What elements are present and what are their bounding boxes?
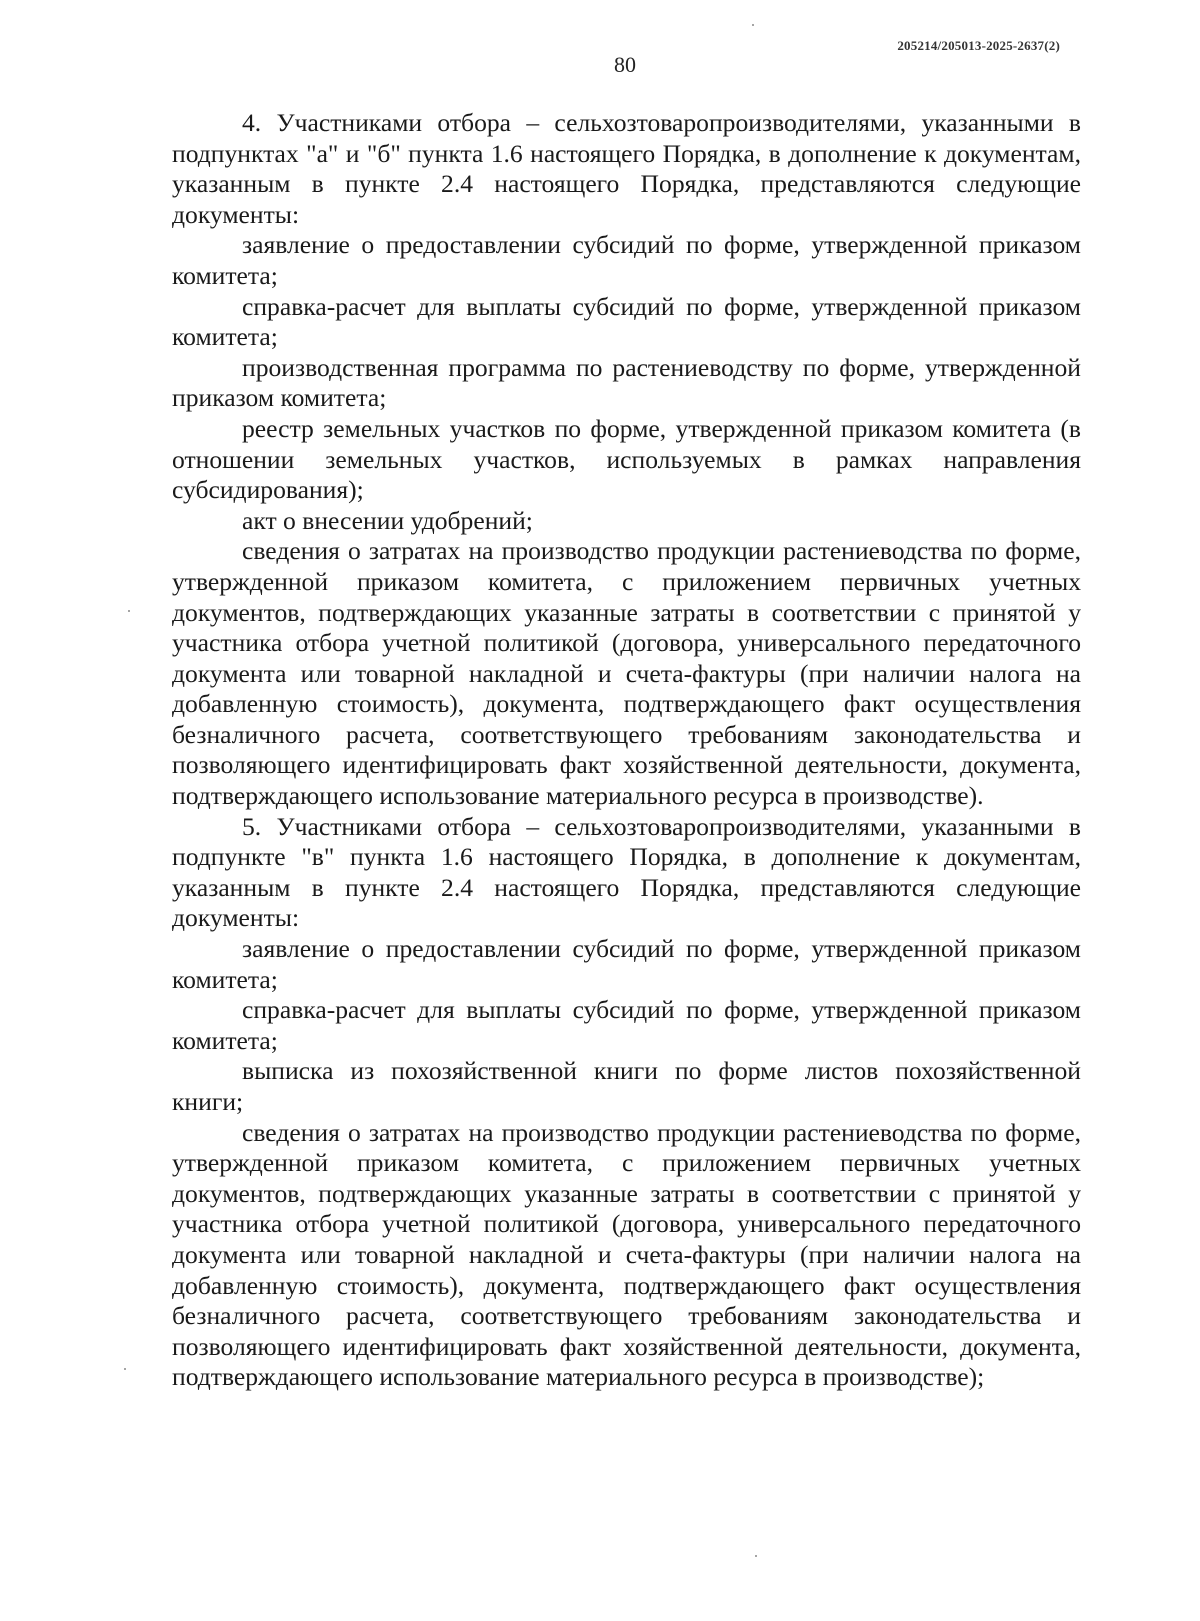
- paragraph-cost-information: сведения о затратах на производство продукции растениеводства по форме, утвержденной приказом комитета, с приложением первичных учетных документов, подтверждающих указанные затраты в соответствии с принятой у участника отбора учетной политикой (договора, универсального передаточного документа или товарной накладной и счета-фактуры (при наличии налога на добавленную стоимость), документа, подтверждающего факт осуществления безналичного расчета, соответствующего требованиям законодательства и позволяющего идентифицировать факт хозяйственной деятельности, документа, подтверждающего использование материального ресурса в производстве).: [172, 536, 1081, 811]
- paragraph-land-registry: реестр земельных участков по форме, утвержденной приказом комитета (в отношении земельных участков, используемых в рамках направления субсидирования);: [172, 413, 1081, 505]
- document-registration-code: 205214/205013-2025-2637(2): [897, 38, 1060, 53]
- paragraph-household-book-extract: выписка из похозяйственной книги по форме листов похозяйственной книги;: [172, 1056, 1081, 1116]
- paragraph-calculation-certificate: справка-расчет для выплаты субсидий по форме, утвержденной приказом комитета;: [172, 995, 1081, 1055]
- paragraph-fertilizer-act: акт о внесении удобрений;: [242, 505, 533, 535]
- paragraph-item-5-intro: 5. Участниками отбора – сельхозтоваропроизводителями, указанными в подпункте "в" пункта 1.6 настоящего Порядка, в дополнение к документам, указанным в пункте 2.4 настоящего Порядка, представляются следующие документы:: [172, 811, 1081, 933]
- paragraph-application: заявление о предоставлении субсидий по форме, утвержденной приказом комитета;: [172, 230, 1081, 290]
- scan-speck: [755, 1555, 757, 1557]
- paragraph-application: заявление о предоставлении субсидий по форме, утвержденной приказом комитета;: [172, 934, 1081, 994]
- paragraph-cost-information: сведения о затратах на производство продукции растениеводства по форме, утвержденной приказом комитета, с приложением первичных учетных документов, подтверждающих указанные затраты в соответствии с принятой у участника отбора учетной политикой (договора, универсального передаточного документа или товарной накладной и счета-фактуры (при наличии налога на добавленную стоимость), документа, подтверждающего факт осуществления безналичного расчета, соответствующего требованиям законодательства и позволяющего идентифицировать факт хозяйственной деятельности, документа, подтверждающего использование материального ресурса в производстве);: [172, 1117, 1081, 1392]
- scan-speck: [752, 24, 754, 26]
- scan-speck: [124, 1368, 126, 1370]
- paragraph-production-program: производственная программа по растениеводству по форме, утвержденной приказом комитета;: [172, 352, 1081, 413]
- paragraph-calculation-certificate: справка-расчет для выплаты субсидий по форме, утвержденной приказом комитета;: [172, 291, 1081, 352]
- scan-speck: [128, 610, 130, 612]
- page-number: 80: [614, 52, 636, 77]
- paragraph-item-4-intro: 4. Участниками отбора – сельхозтоваропроизводителями, указанными в подпунктах "а" и "б" пункта 1.6 настоящего Порядка, в дополнение к документам, указанным в пункте 2.4 настоящего Порядка, представляются следующие документы:: [172, 108, 1081, 229]
- document-body: [172, 108, 1081, 1393]
